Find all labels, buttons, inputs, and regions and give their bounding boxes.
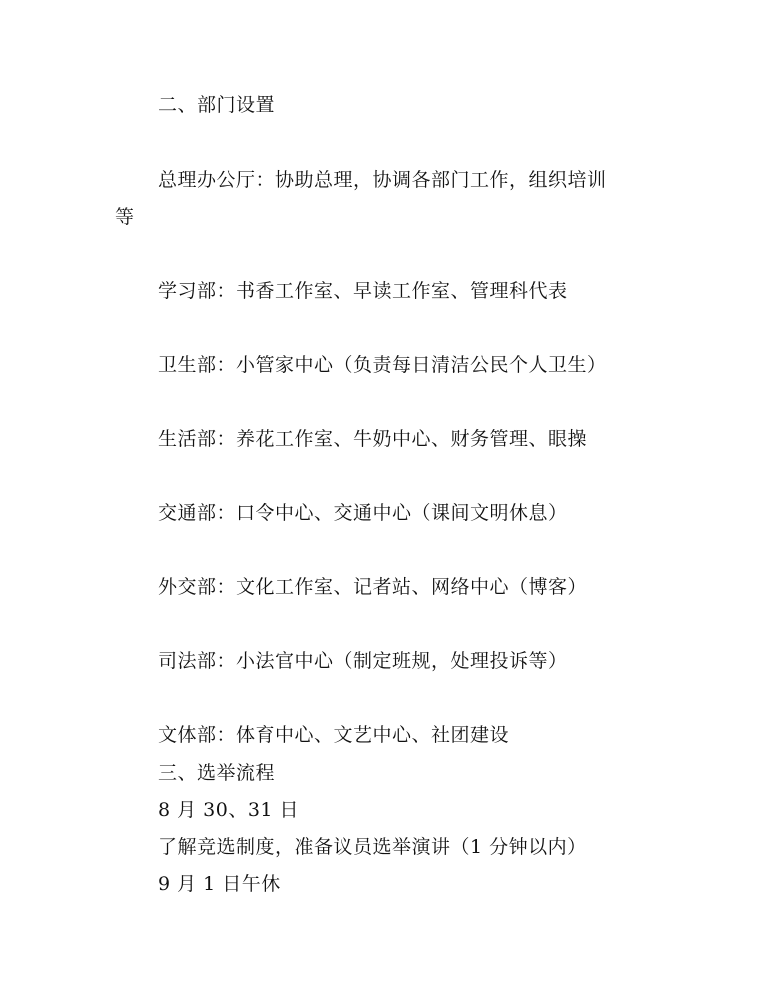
schedule-date-2: 9 月 1 日午休 bbox=[158, 873, 281, 895]
department-traffic: 交通部：口令中心、交通中心（课间文明休息） bbox=[158, 502, 568, 524]
department-general-office-line1: 总理办公厅：协助总理，协调各部门工作，组织培训 bbox=[158, 169, 607, 191]
department-life: 生活部：养花工作室、牛奶中心、财务管理、眼操 bbox=[158, 428, 588, 450]
department-foreign-affairs: 外交部：文化工作室、记者站、网络中心（博客） bbox=[158, 576, 588, 598]
schedule-date-1: 8 月 30、31 日 bbox=[158, 799, 300, 821]
section-heading-election: 三、选举流程 bbox=[158, 762, 276, 784]
schedule-task-1: 了解竞选制度，准备议员选举演讲（1 分钟以内） bbox=[158, 836, 587, 858]
department-justice: 司法部：小法官中心（制定班规，处理投诉等） bbox=[158, 650, 568, 672]
section-heading-departments: 二、部门设置 bbox=[158, 94, 276, 116]
department-general-office-line2: 等 bbox=[115, 206, 135, 228]
department-culture-sports: 文体部：体育中心、文艺中心、社团建设 bbox=[158, 724, 510, 746]
department-health: 卫生部：小管家中心（负责每日清洁公民个人卫生） bbox=[158, 354, 607, 376]
department-study: 学习部：书香工作室、早读工作室、管理科代表 bbox=[158, 280, 568, 302]
